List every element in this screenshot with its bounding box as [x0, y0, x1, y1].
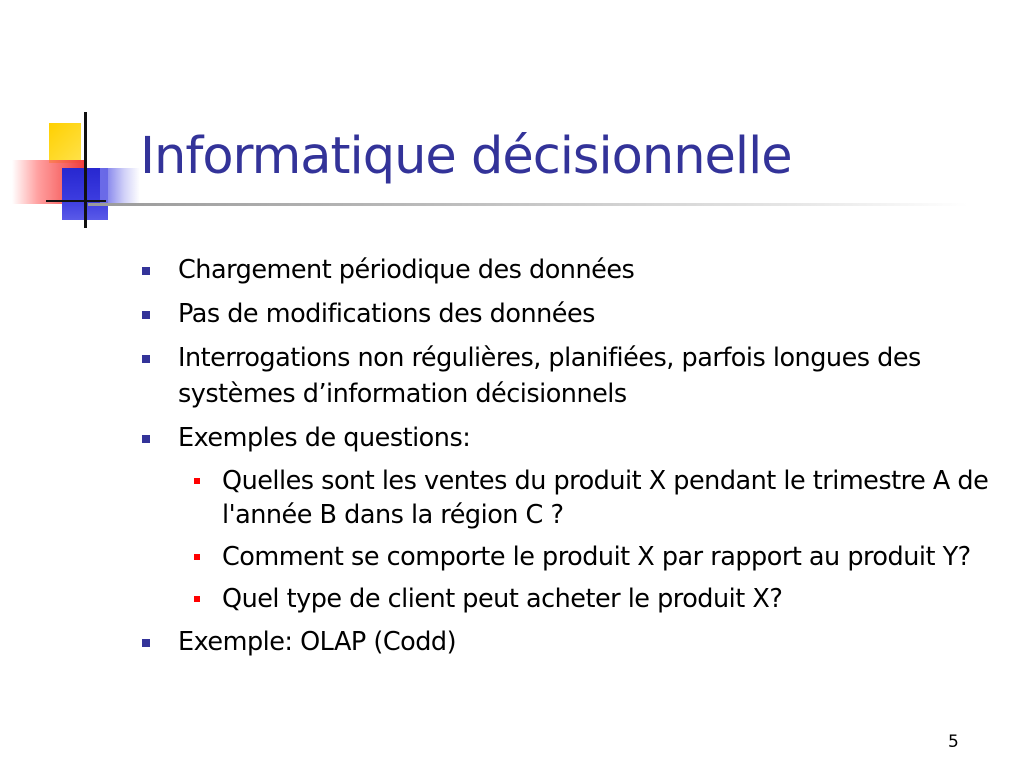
bullet-item	[140, 252, 1000, 288]
logo-horizontal-line	[46, 200, 106, 202]
slide-content	[140, 252, 1000, 668]
bullet-text: Chargement périodique des données	[178, 255, 635, 285]
bullet-text: Interrogations non régulières, planifiées, parfois longues des systèmes d’information décisionnels	[178, 343, 921, 409]
title-underline	[88, 203, 968, 206]
sub-bullet-text: Quel type de client peut acheter le produit X?	[222, 584, 783, 614]
bullet-item	[140, 420, 1000, 456]
bullet-text: Exemple: OLAP (Codd)	[178, 627, 457, 657]
small-square-bullet-icon	[194, 554, 200, 560]
square-bullet-icon	[142, 639, 150, 647]
sub-bullet-item	[184, 582, 1000, 616]
logo-yellow-square	[49, 123, 81, 163]
bullet-item	[140, 296, 1000, 332]
small-square-bullet-icon	[194, 478, 200, 484]
slide-title: Informatique décisionnelle	[140, 127, 792, 186]
bullet-text: Exemples de questions:	[178, 423, 471, 453]
small-square-bullet-icon	[194, 596, 200, 602]
square-bullet-icon	[142, 311, 150, 319]
bullet-text: Pas de modifications des données	[178, 299, 595, 329]
sub-bullet-item	[184, 540, 1000, 574]
sub-bullet-item	[184, 464, 1000, 532]
square-bullet-icon	[142, 267, 150, 275]
bullet-item	[140, 624, 1000, 660]
sub-bullet-text: Comment se comporte le produit X par rapport au produit Y?	[222, 542, 971, 572]
page-number: 5	[948, 732, 959, 752]
sub-bullet-text: Quelles sont les ventes du produit X pendant le trimestre A de l'année B dans la région C ?	[222, 466, 989, 530]
logo-blue-fade	[100, 168, 140, 206]
square-bullet-icon	[142, 355, 150, 363]
square-bullet-icon	[142, 435, 150, 443]
logo-vertical-line	[84, 112, 87, 228]
bullet-item	[140, 340, 1000, 412]
